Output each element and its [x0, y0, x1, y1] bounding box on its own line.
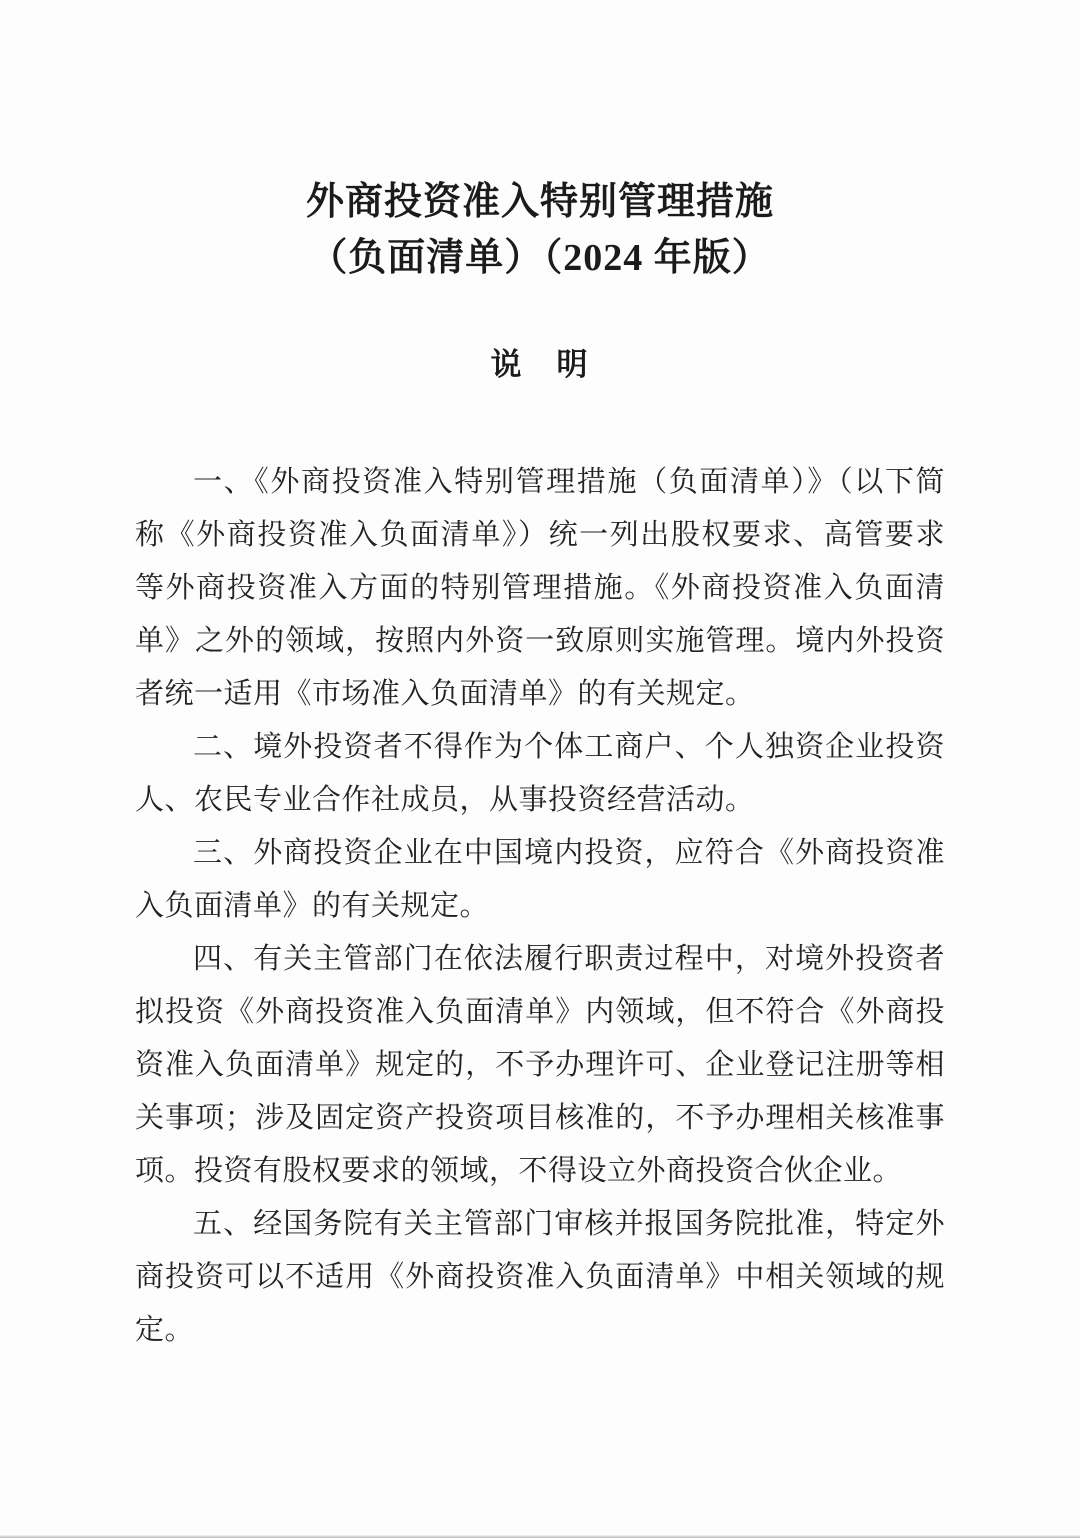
section-heading: 说 明 — [490, 347, 590, 382]
paragraph-4: 四、有关主管部门在依法履行职责过程中，对境外投资者拟投资《外商投资准入负面清单》内领域，但不符合《外商投资准入负面清单》规定的，不予办理许可、企业登记注册等相关事项；涉及固定资产投资项目核准的，不予办理相关核准事项。投资有股权要求的领域，不得设立外商投资合伙企业。 — [135, 943, 945, 1187]
document-title — [135, 174, 945, 286]
paragraph-3: 三、外商投资企业在中国境内投资，应符合《外商投资准入负面清单》的有关规定。 — [135, 837, 945, 922]
document-title-line1: 外商投资准入特别管理措施 — [305, 181, 774, 223]
document-title-line2: （负面清单）（2024 年版） — [309, 237, 771, 279]
paragraph-1: 一、《外商投资准入特别管理措施（负面清单）》（以下简称《外商投资准入负面清单》）统一列出股权要求、高管要求等外商投资准入方面的特别管理措施。《外商投资准入负面清单》之外的领域，按照内外资一致原则实施管理。境内外投资者统一适用《市场准入负面清单》的有关规定。 — [135, 466, 945, 710]
paragraph-2: 二、境外投资者不得作为个体工商户、个人独资企业投资人、农民专业合作社成员，从事投资经营活动。 — [135, 731, 945, 816]
paragraph-5: 五、经国务院有关主管部门审核并报国务院批准，特定外商投资可以不适用《外商投资准入负面清单》中相关领域的规定。 — [135, 1208, 945, 1346]
document-body — [135, 456, 945, 1357]
